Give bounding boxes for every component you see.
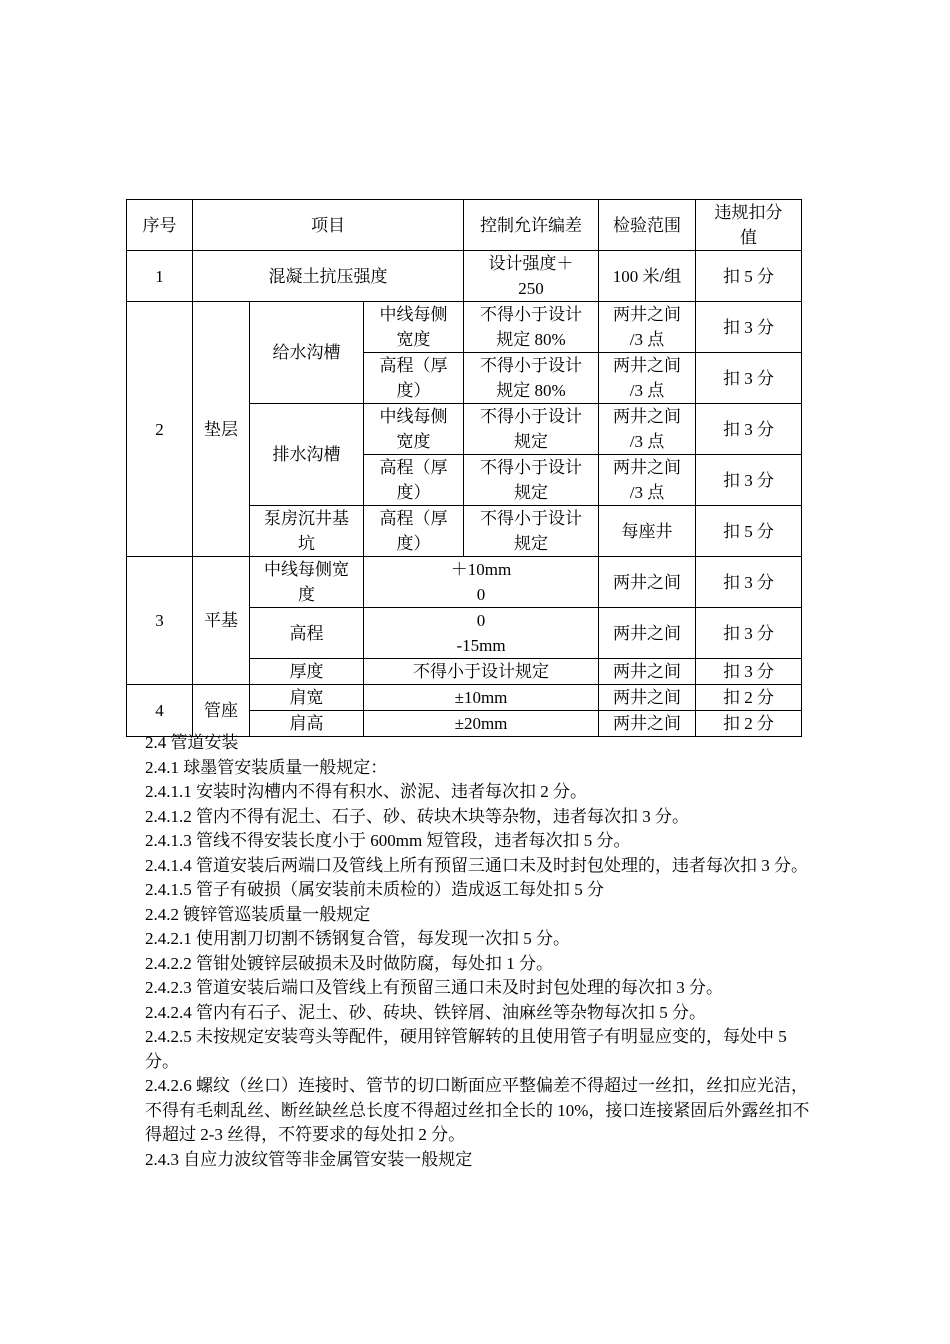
rule-paragraph: 2.4.1.5 管子有破损（属安装前未质检的）造成返工每处扣 5 分 [145, 880, 604, 899]
rule-paragraph: 2.4.1.3 管线不得安装长度小于 600mm 短管段，违者每次扣 5 分。 [145, 831, 631, 850]
penalty-cell: 扣 3 分 [696, 608, 802, 659]
tolerance-cell: 设计强度＋ 250 [464, 251, 599, 302]
header-range: 检验范围 [599, 200, 696, 251]
param-cell: 肩高 [250, 711, 364, 737]
param-cell: 中线每侧宽 度 [250, 557, 364, 608]
tolerance-cell: 不得小于设计 规定 [464, 404, 599, 455]
seq-cell: 3 [127, 557, 193, 685]
category-cell: 平基 [193, 557, 250, 685]
range-cell: 两井之间 [599, 608, 696, 659]
penalty-cell: 扣 5 分 [696, 251, 802, 302]
subcategory-cell: 排水沟槽 [250, 404, 364, 506]
tolerance-cell: 0 -15mm [364, 608, 599, 659]
rule-paragraph: 2.4.2.4 管内有石子、泥土、砂、砖块、铁锌屑、油麻丝等杂物每次扣 5 分。 [145, 1002, 706, 1022]
penalty-cell: 扣 3 分 [696, 659, 802, 685]
rule-paragraph: 2.4.2.5 未按规定安装弯头等配件，硬用锌管解转的且使用管子有明显应变的，每处中 5 分。 [145, 1027, 787, 1071]
param-cell: 高程（厚 度） [364, 353, 464, 404]
category-cell: 管座 [193, 685, 250, 737]
range-cell: 100 米/组 [599, 251, 696, 302]
range-cell: 两井之间 [599, 711, 696, 737]
seq-cell: 1 [127, 251, 193, 302]
param-cell: 高程（厚 度） [364, 506, 464, 557]
param-cell: 中线每侧 宽度 [364, 404, 464, 455]
rule-paragraph: 2.4.1.4 管道安装后两端口及管线上所有预留三通口未及时封包处理的，违者每次扣 3 分。 [145, 855, 808, 875]
penalty-cell: 扣 3 分 [696, 302, 802, 353]
tolerance-cell: 不得小于设计 规定 80% [464, 353, 599, 404]
tolerance-cell: 不得小于设计 规定 [464, 455, 599, 506]
seq-cell: 4 [127, 685, 193, 737]
rule-paragraph: 2.4.2.1 使用割刀切割不锈钢复合管，每发现一次扣 5 分。 [145, 929, 570, 948]
header-seq: 序号 [127, 200, 193, 251]
penalty-cell: 扣 3 分 [696, 557, 802, 608]
subsection-heading: 2.4.2 镀锌管巡装质量一般规定 [145, 904, 371, 924]
param-cell: 高程（厚 度） [364, 455, 464, 506]
penalty-cell: 扣 5 分 [696, 506, 802, 557]
penalty-cell: 扣 3 分 [696, 404, 802, 455]
seq-cell: 2 [127, 302, 193, 557]
table-header-row [127, 200, 802, 251]
range-cell: 每座井 [599, 506, 696, 557]
tolerance-cell: ±10mm [364, 685, 599, 711]
section-heading: 2.4 管道安装 [145, 733, 239, 752]
table-row [127, 251, 802, 302]
range-cell: 两井之间 /3 点 [599, 353, 696, 404]
category-cell: 垫层 [193, 302, 250, 557]
rule-paragraph: 2.4.1.2 管内不得有泥土、石子、砂、砖块木块等杂物，违者每次扣 3 分。 [145, 806, 689, 826]
param-cell: 厚度 [250, 659, 364, 685]
param-cell: 中线每侧 宽度 [364, 302, 464, 353]
penalty-cell: 扣 3 分 [696, 455, 802, 506]
tolerance-cell: 不得小于设计 规定 [464, 506, 599, 557]
range-cell: 两井之间 /3 点 [599, 404, 696, 455]
rule-paragraph: 2.4.2.3 管道安装后端口及管线上有预留三通口未及时封包处理的每次扣 3 分。 [145, 978, 723, 997]
table-row [127, 685, 802, 711]
item-cell: 混凝土抗压强度 [193, 251, 464, 302]
rule-paragraph: 2.4.2.6 螺纹（丝口）连接时、管节的切口断面应平整偏差不得超过一丝扣，丝扣应光洁，不得有毛刺乱丝、断丝缺丝总长度不得超过丝扣全长的 10%，接口连接紧固后外露丝扣不得超过 2-3 丝得，不符要求的每处扣 2 分。 [145, 1076, 810, 1144]
subcategory-cell: 给水沟槽 [250, 302, 364, 404]
range-cell: 两井之间 /3 点 [599, 455, 696, 506]
tolerance-cell: ＋10mm 0 [364, 557, 599, 608]
range-cell: 两井之间 /3 点 [599, 302, 696, 353]
body-text [145, 731, 810, 1172]
header-tolerance: 控制允许编差 [464, 200, 599, 251]
rule-paragraph: 2.4.1.1 安装时沟槽内不得有积水、淤泥、违者每次扣 2 分。 [145, 782, 587, 801]
range-cell: 两井之间 [599, 659, 696, 685]
penalty-cell: 扣 2 分 [696, 685, 802, 711]
header-penalty: 违规扣分 值 [696, 200, 802, 251]
param-cell: 高程 [250, 608, 364, 659]
penalty-cell: 扣 2 分 [696, 711, 802, 737]
rule-paragraph: 2.4.2.2 管钳处镀锌层破损未及时做防腐，每处扣 1 分。 [145, 953, 553, 973]
subsection-heading: 2.4.1 球墨管安装质量一般规定： [145, 757, 388, 777]
tolerance-cell: ±20mm [364, 711, 599, 737]
tolerance-cell: 不得小于设计 规定 80% [464, 302, 599, 353]
tolerance-cell: 不得小于设计规定 [364, 659, 599, 685]
inspection-table [126, 199, 802, 737]
range-cell: 两井之间 [599, 685, 696, 711]
penalty-cell: 扣 3 分 [696, 353, 802, 404]
table-row [127, 302, 802, 353]
param-cell: 肩宽 [250, 685, 364, 711]
subcategory-cell: 泵房沉井基 坑 [250, 506, 364, 557]
table-row [127, 557, 802, 608]
subsection-heading: 2.4.3 自应力波纹管等非金属管安装一般规定 [145, 1149, 473, 1169]
header-item: 项目 [193, 200, 464, 251]
range-cell: 两井之间 [599, 557, 696, 608]
